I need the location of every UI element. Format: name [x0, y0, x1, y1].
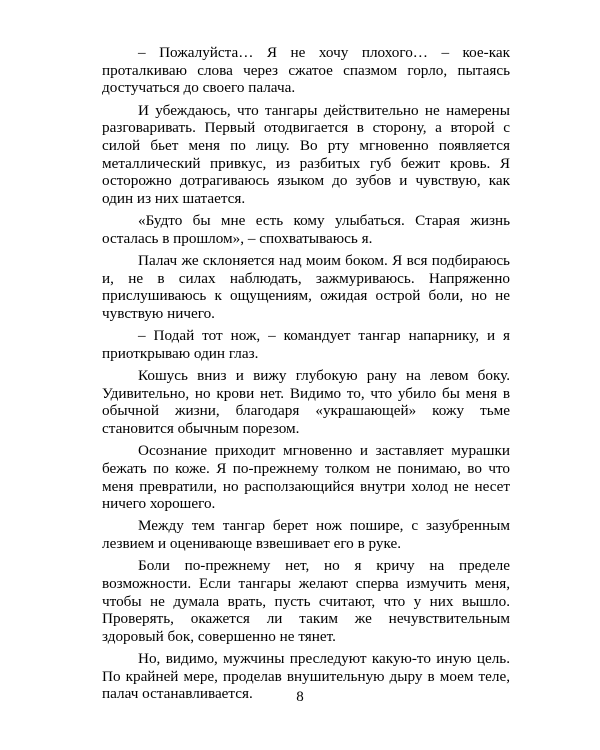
body-text [102, 44, 510, 708]
paragraph: – Подай тот нож, – командует тангар напарнику, и я приоткрываю один глаз. [102, 327, 510, 362]
paragraph: Боли по-прежнему нет, но я кричу на пределе возможности. Если тангары желают сперва измучить меня, чтобы не думала врать, пусть считают, что у них вышло. Проверять, окажется ли таким же нечувствительным здоровый бок, совершенно не тянет. [102, 557, 510, 645]
paragraph: И убеждаюсь, что тангары действительно не намерены разговаривать. Первый отодвигается в сторону, а второй с силой бьет меня по лицу. Во рту мгновенно появляется металлический привкус, из разбитых губ бежит кровь. Я осторожно дотрагиваюсь языком до зубов и чувствую, как один из них шатается. [102, 101, 510, 208]
paragraph: – Пожалуйста… Я не хочу плохого… – кое-как проталкиваю слова через сжатое спазмом горло, пытаясь достучаться до своего палача. [102, 44, 510, 97]
paragraph: Палач же склоняется над моим боком. Я вся подбираюсь и, не в силах наблюдать, зажмуриваюсь. Напряженно прислушиваюсь к ощущениям, ожидая острой боли, но не чувствую ничего. [102, 251, 510, 323]
paragraph: «Будто бы мне есть кому улыбаться. Старая жизнь осталась в прошлом», – спохватываюсь я. [102, 212, 510, 247]
paragraph: Осознание приходит мгновенно и заставляет мурашки бежать по коже. Я по-прежнему толком не понимаю, во что меня превратили, но расползающийся внутри холод не несет ничего хорошего. [102, 442, 510, 513]
paragraph: Кошусь вниз и вижу глубокую рану на левом боку. Удивительно, но крови нет. Видимо то, что убило бы меня в обычной жизни, благодаря «украшающей» кожу тьме становится обычным порезом. [102, 366, 510, 438]
paragraph: Между тем тангар берет нож пошире, с зазубренным лезвием и оценивающе взвешивает его в руке. [102, 517, 510, 553]
paragraph: Но, видимо, мужчины преследуют какую-то иную цель. По крайней мере, проделав внушительную дыру в моем теле, палач останавливается. [102, 650, 510, 703]
page-number: 8 [296, 689, 304, 705]
